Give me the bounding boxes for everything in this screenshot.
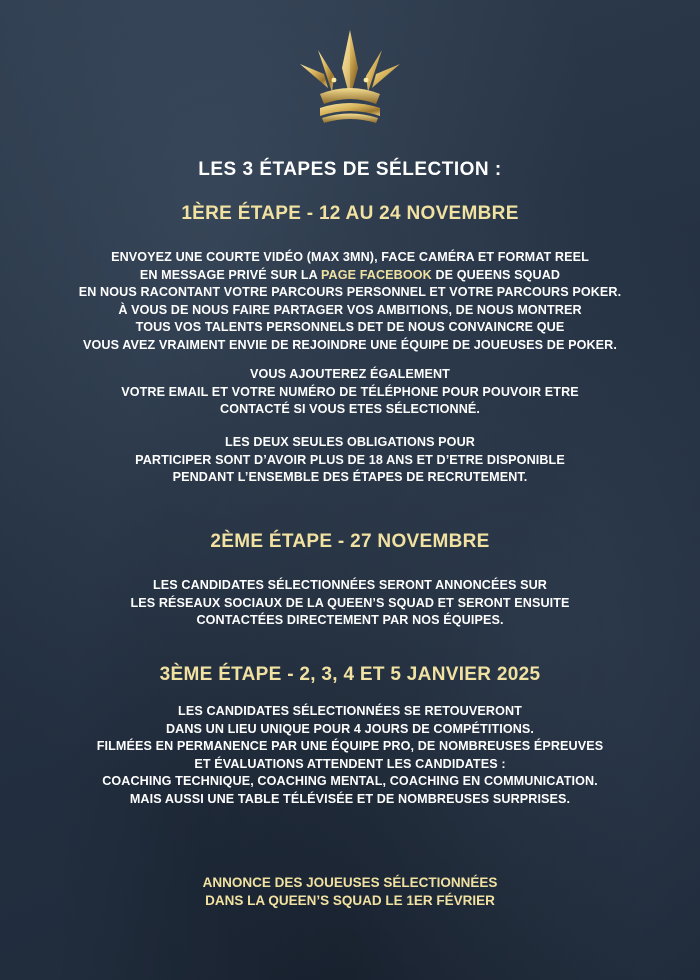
text-line: LES RÉSEAUX SOCIAUX DE LA QUEEN’S SQUAD ET SERONT ENSUITE	[130, 595, 570, 610]
crown-icon	[298, 28, 402, 128]
text-line: CONTACTÉ SI VOUS ETES SÉLECTIONNÉ.	[220, 402, 480, 417]
final-announcement	[0, 874, 700, 909]
page-title: LES 3 ÉTAPES DE SÉLECTION :	[198, 159, 502, 180]
text-fragment: EN MESSAGE PRIVÉ SUR LA	[139, 267, 321, 282]
text-line: DANS LA QUEEN’S SQUAD LE 1ER FÉVRIER	[205, 892, 495, 908]
text-line: ENVOYEZ UNE COURTE VIDÉO (MAX 3MN), FACE CAMÉRA ET FORMAT REEL	[111, 250, 589, 264]
step1-paragraph-2	[0, 366, 700, 419]
text-line: LES DEUX SEULES OBLIGATIONS POUR	[225, 435, 475, 449]
text-line: VOTRE EMAIL ET VOTRE NUMÉRO DE TÉLÉPHONE POUR POUVOIR ETRE	[121, 384, 579, 399]
text-line: VOUS AVEZ VRAIMENT ENVIE DE REJOINDRE UNE ÉQUIPE DE JOUEUSES DE POKER.	[83, 337, 617, 352]
text-fragment: DE QUEENS SQUAD	[431, 267, 561, 282]
text-line: FILMÉES EN PERMANENCE PAR UNE ÉQUIPE PRO, DE NOMBREUSES ÉPREUVES	[96, 739, 604, 754]
step1-title: 1ÈRE ÉTAPE - 12 AU 24 NOVEMBRE	[181, 203, 519, 224]
step3-title: 3ÈME ÉTAPE - 2, 3, 4 ET 5 JANVIER 2025	[159, 664, 541, 685]
text-line: LES CANDIDATES SÉLECTIONNÉES SERONT ANNONCÉES SUR	[153, 578, 547, 592]
step2-paragraph	[0, 577, 700, 630]
text-line: PARTICIPER SONT D’AVOIR PLUS DE 18 ANS ET D’ETRE DISPONIBLE	[135, 452, 565, 467]
text-line: EN NOUS RACONTANT VOTRE PARCOURS PERSONNEL ET VOTRE PARCOURS POKER.	[78, 285, 622, 300]
text-line: DANS UN LIEU UNIQUE POUR 4 JOURS DE COMPÉTITIONS.	[165, 721, 535, 736]
text-line: ANNONCE DES JOUEUSES SÉLECTIONNÉES	[202, 875, 498, 890]
text-line: ET ÉVALUATIONS ATTENDENT LES CANDIDATES :	[194, 756, 506, 771]
text-line: LES CANDIDATES SÉLECTIONNÉES SE RETOUVERONT	[178, 704, 522, 718]
text-line: À VOUS DE NOUS FAIRE PARTAGER VOS AMBITIONS, DE NOUS MONTRER	[118, 302, 582, 317]
text-line: TOUS VOS TALENTS PERSONNELS DET DE NOUS CONVAINCRE QUE	[135, 320, 565, 335]
step1-paragraph-1	[0, 249, 700, 355]
text-line: MAIS AUSSI UNE TABLE TÉLÉVISÉE ET DE NOMBREUSES SURPRISES.	[129, 791, 571, 806]
text-line: VOUS AJOUTEREZ ÉGALEMENT	[250, 367, 450, 381]
step3-paragraph	[0, 703, 700, 809]
text-line	[0, 267, 700, 285]
text-line: COACHING TECHNIQUE, COACHING MENTAL, COACHING EN COMMUNICATION.	[102, 774, 598, 789]
step2-title: 2ÈME ÉTAPE - 27 NOVEMBRE	[210, 531, 490, 552]
text-line: PENDANT L’ENSEMBLE DES ÉTAPES DE RECRUTEMENT.	[172, 470, 528, 485]
text-line: CONTACTÉES DIRECTEMENT PAR NOS ÉQUIPES.	[196, 613, 504, 628]
facebook-page-link[interactable]: PAGE FACEBOOK	[320, 267, 432, 282]
step1-paragraph-3	[0, 434, 700, 487]
